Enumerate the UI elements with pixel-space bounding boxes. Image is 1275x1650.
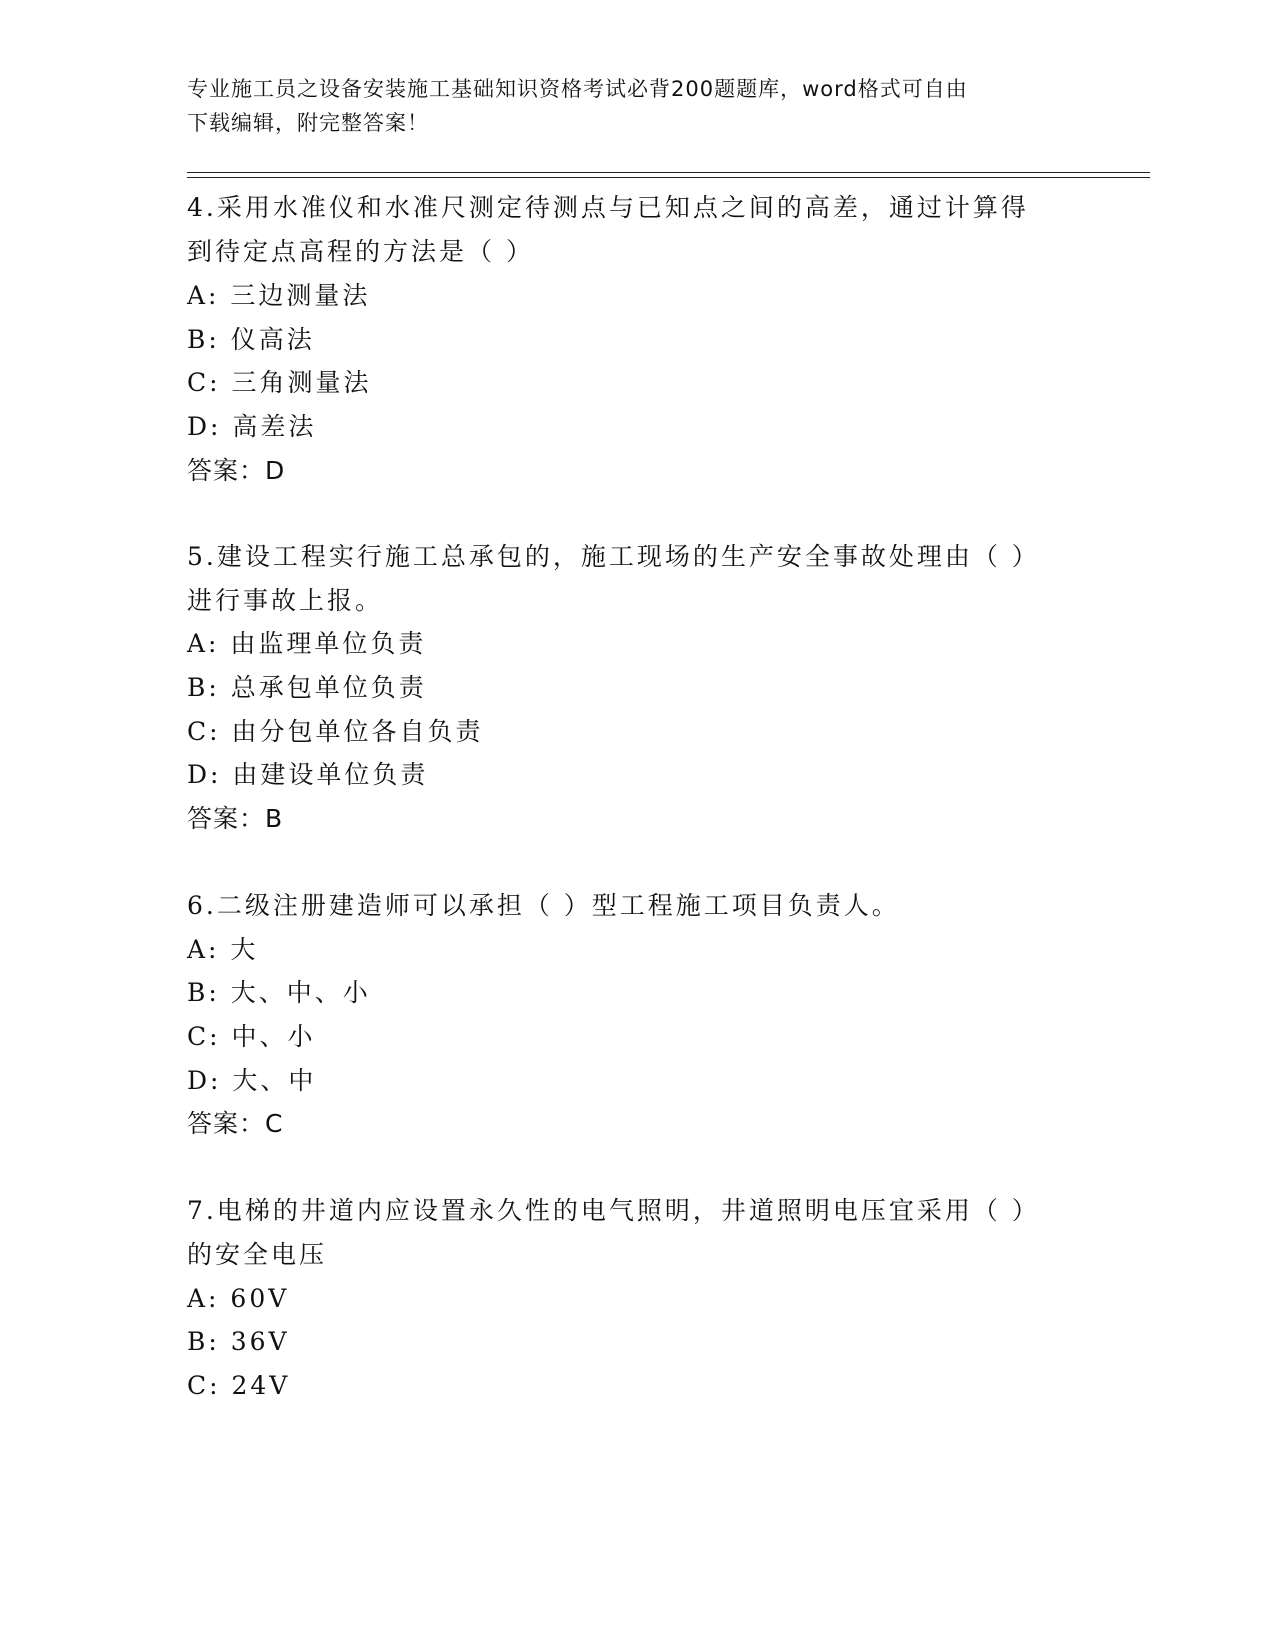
question-6-option-c: C: 中、小 [187, 1022, 316, 1051]
document-header [187, 72, 1067, 140]
header-divider-top [187, 172, 1150, 173]
header-line-1: 专业施工员之设备安装施工基础知识资格考试必背200题题库，word格式可自由 [187, 77, 968, 101]
question-4-answer: 答案：D [187, 456, 286, 485]
question-4-option-d: D: 高差法 [187, 412, 317, 441]
question-5-stem-line-2: 进行事故上报。 [187, 586, 384, 615]
question-5-option-c: C: 由分包单位各自负责 [187, 717, 484, 746]
question-6-stem-line-1: 6.二级注册建造师可以承担（ ）型工程施工项目负责人。 [187, 891, 900, 920]
question-6-option-b: B: 大、中、小 [187, 978, 371, 1007]
question-7-option-a: A: 60V [187, 1284, 290, 1313]
question-7-option-b: B: 36V [187, 1327, 290, 1356]
header-divider-bottom [187, 177, 1150, 178]
question-6-option-a: A: 大 [187, 935, 259, 964]
question-7-stem-line-2: 的安全电压 [187, 1240, 328, 1269]
question-4-option-a: A: 三边测量法 [187, 281, 371, 310]
question-4-stem-line-2: 到待定点高程的方法是（ ） [187, 237, 534, 266]
question-4-option-b: B: 仪高法 [187, 325, 315, 354]
question-5-option-d: D: 由建设单位负责 [187, 760, 429, 789]
question-5-stem-line-1: 5.建设工程实行施工总承包的，施工现场的生产安全事故处理由（ ） [187, 542, 1040, 571]
question-7-stem-line-1: 7.电梯的井道内应设置永久性的电气照明，井道照明电压宜采用（ ） [187, 1196, 1040, 1225]
header-line-2: 下载编辑，附完整答案！ [187, 111, 429, 135]
question-6-option-d: D: 大、中 [187, 1066, 317, 1095]
question-5-answer: 答案：B [187, 804, 284, 833]
question-4-stem-line-1: 4.采用水准仪和水准尺测定待测点与已知点之间的高差，通过计算得 [187, 193, 1029, 222]
question-5-option-a: A: 由监理单位负责 [187, 629, 427, 658]
question-6-answer: 答案：C [187, 1109, 284, 1138]
question-7-option-c: C: 24V [187, 1371, 291, 1400]
question-4-option-c: C: 三角测量法 [187, 368, 372, 397]
question-5-option-b: B: 总承包单位负责 [187, 673, 427, 702]
